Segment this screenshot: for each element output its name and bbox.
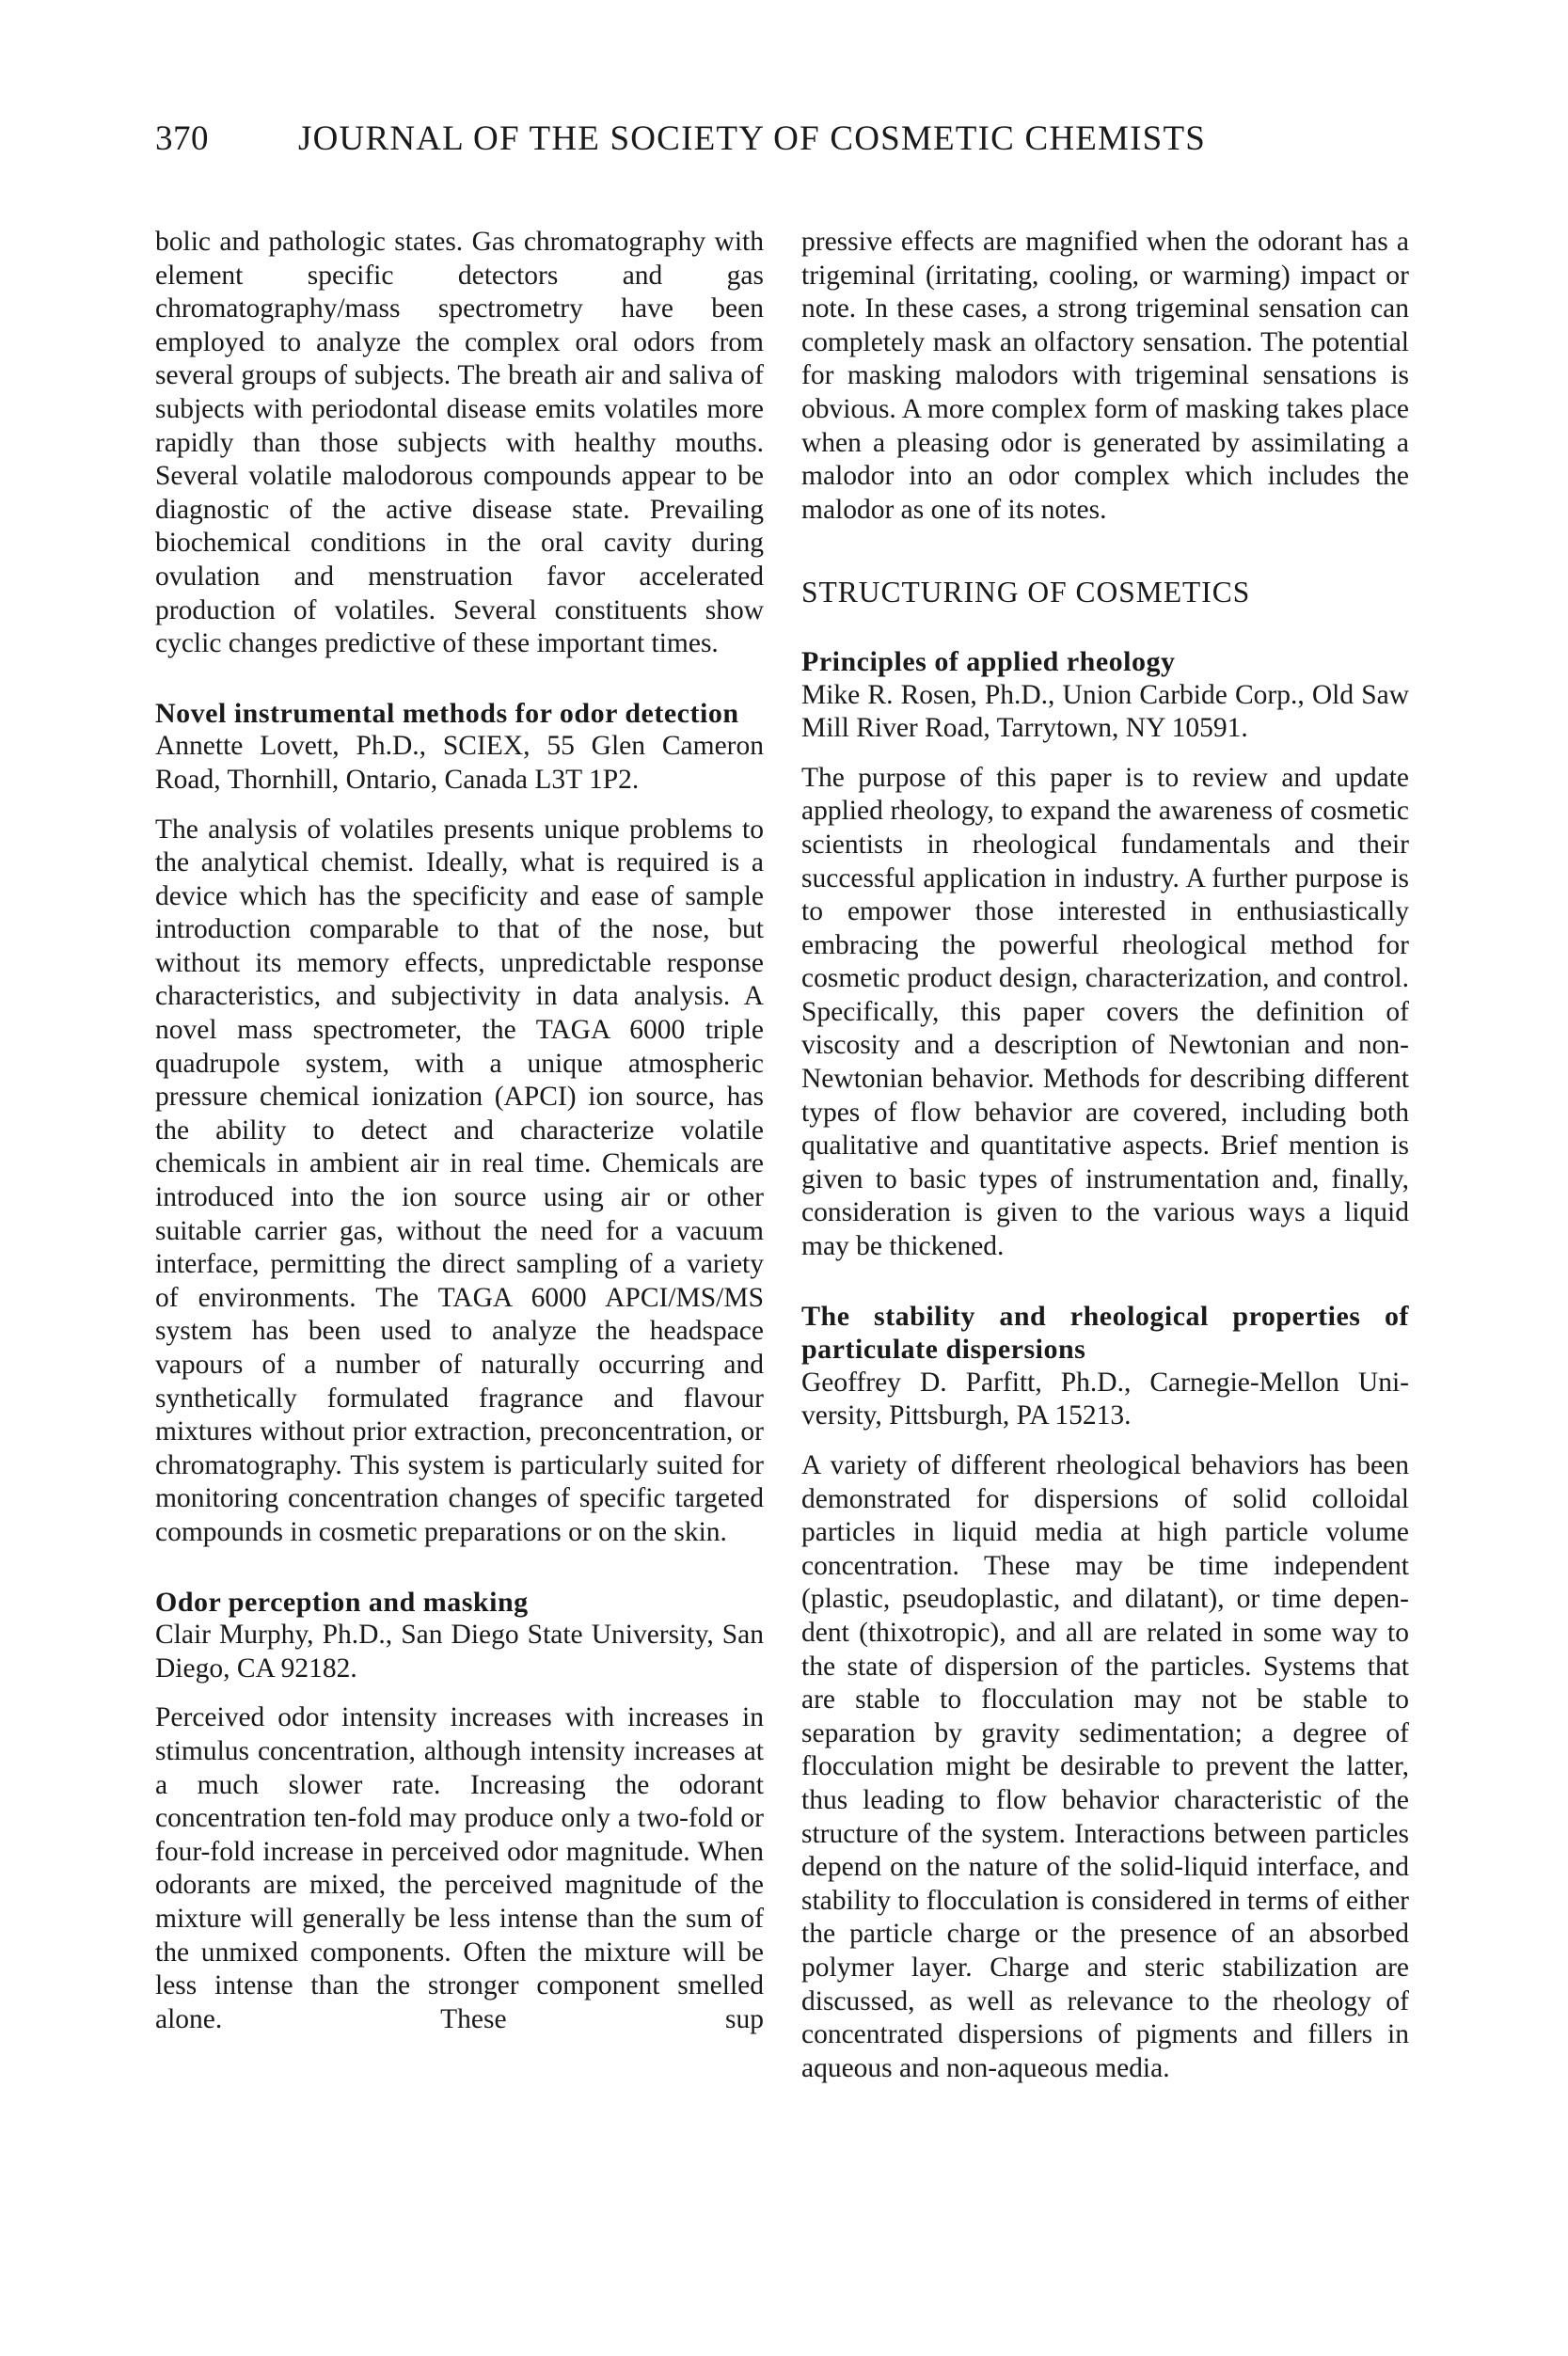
section-title: STRUCTURING OF COSMETICS xyxy=(801,576,1251,609)
article-abstract: The purpose of this paper is to review and update applied rheology, to expand the awareness of cosmetic scientists in rheological fundamentals and their successful application in industry. A further purpose is to empower those interested in enthusiastically embracing the powerful rheological method for cosmetic product design, characterization, and control. Specifically, this paper covers the definition of viscosity and a description of Newtonian and non-Newtonian behavior. Methods for describing different types of flow behavior are covered, including both qualitative and quantitative aspects. Brief mention is given to basic types of instrumentation and, finally, consideration is given to the various ways a liquid may be thickened. xyxy=(801,762,1409,1262)
article-odor-perception xyxy=(155,1586,764,2037)
article-title: Odor perception and masking xyxy=(155,1586,529,1618)
article-title: Novel instrumental methods for odor detection xyxy=(155,697,739,729)
article-author: Geoffrey D. Parfitt, Ph.D., Carnegie-Mellon University, Pittsburgh, PA 15213. xyxy=(801,1367,1409,1431)
continuation-paragraph: bolic and pathologic states. Gas chromatography with element specific detectors and gas chromatography/mass spectrometry have been employed to analyze the complex oral odors from several groups of subjects. The breath air and saliva of subjects with periodontal disease emits volatiles more rapidly than those subjects with healthy mouths. Several volatile malodorous compounds appear to be diagnostic of the active disease state. Prevailing biochemical conditions in the oral cavity during ovulation and menstruation favor accelerated production of volatiles. Several constituents show cyclic changes predictive of these important times. xyxy=(155,227,764,659)
page-number: 370 xyxy=(155,119,209,158)
article-novel-instrumental-methods xyxy=(155,697,764,1550)
left-column xyxy=(155,226,764,2036)
article-title: The stability and rheological properties of particulate dispersions xyxy=(801,1300,1409,1366)
article-abstract: Perceived odor intensity increases with increases in stimulus concentration, although intensity increases at a much slower rate. Increasing the odorant concentration ten-fold may produce only a two-fold or four-fold increase in perceived odor magnitude. When odorants are mixed, the perceived magnitude of the mixture will generally be less intense than the sum of the unmixed components. Often the mixture will be less intense than the stronger component smelled alone. These sup xyxy=(155,1702,764,2034)
article-abstract: The analysis of volatiles presents unique problems to the analytical chemist. Ideally, what is required is a device which has the specificity and ease of sample introduction comparable to that of the nose, but without its memory effects, unpredictable response characteristics, and subjectivity in data analysis. A novel mass spectrometer, the TAGA 6000 triple quadrupole system, with a unique atmospheric pressure chemical ionization (APCI) ion source, has the ability to detect and characterize volatile chemicals in ambient air in real time. Chemicals are introduced into the ion source using air or other suitable carrier gas, without the need for a vacuum interface, permitting the direct sampling of a variety of environments. The TAGA 6000 APCI/MS/MS system has been used to analyze the headspace vapours of a number of naturally occurring and synthetically formulated fragrance and flavour mixtures without prior extraction, preconcentration, or chromatography. This system is particularly suited for monitoring concentration changes of specific targeted compounds in cosmetic preparations or on the skin. xyxy=(155,814,764,1547)
article-author: Clair Murphy, Ph.D., San Diego State University, San Diego, CA 92182. xyxy=(155,1620,764,1684)
article-particulate-dispersions xyxy=(801,1300,1409,2086)
article-title: Principles of applied rheology xyxy=(801,645,1176,677)
continuation-paragraph: pressive effects are magnified when the odorant has a trigeminal (irritating, cooling, or warming) impact or note. In these cases, a strong trigeminal sensation can completely mask an olfactory sensation. The potential for masking malodors with trigeminal sensations is obvious. A more complex form of masking takes place when a pleasing odor is generated by assimilating a malodor into an odor complex which includes the malodor as one of its notes. xyxy=(801,227,1409,525)
running-header xyxy=(155,119,1416,166)
article-applied-rheology xyxy=(801,645,1409,1264)
article-author: Annette Lovett, Ph.D., SCIEX, 55 Glen Cameron Road, Thornhill, Ontario, Canada L3T 1P2. xyxy=(155,731,764,795)
article-author: Mike R. Rosen, Ph.D., Union Carbide Corp., Old Saw Mill River Road, Tarrytown, NY 10591. xyxy=(801,679,1409,744)
right-column xyxy=(801,226,1409,2085)
article-abstract: A variety of different rheological behaviors has been demonstrated for dispersions of solid colloidal particles in liquid media at high particle volume concentration. These may be time independent (plastic, pseudoplastic, and dilatant), or time dependent (thixotropic), and all are related in some way to the state of dispersion of the particles. Systems that are stable to flocculation may not be stable to separation by gravity sedimentation; a degree of flocculation might be desirable to prevent the latter, thus leading to flow behavior characteristic of the structure of the system. Interactions between particles depend on the nature of the solid-liquid interface, and stability to flocculation is considered in terms of either the particle charge or the presence of an absorbed polymer layer. Charge and steric stabilization are discussed, as well as relevance to the rheology of concentrated dispersions of pigments and fillers in aqueous and non-aqueous media. xyxy=(801,1450,1409,2083)
journal-title: JOURNAL OF THE SOCIETY OF COSMETIC CHEMISTS xyxy=(298,119,1207,158)
